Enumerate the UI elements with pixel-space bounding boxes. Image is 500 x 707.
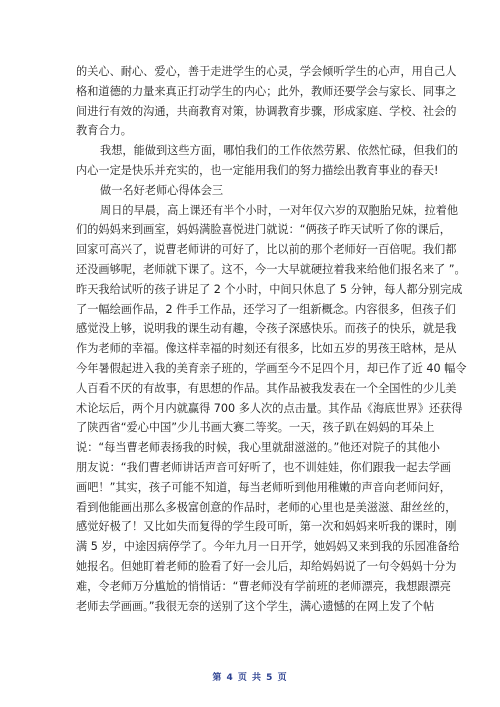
section-heading: 做一名好老师心得体会三 [100,183,224,197]
text-line: 画吧！”其实，孩子可能不知道，每当老师听到他用稚嫩的声音向老师问好， [76,480,451,494]
page-number-footer: 第 4 页 共 5 页 [212,673,288,683]
text-line: 看到他能画出那么多极富创意的作品时，老师的心里也是美滋滋、甜丝丝的， [76,500,457,514]
text-line: 格和道德的力量来真正打动学生的内心；此外，教师还要学会与家长、同事之 [76,84,457,98]
text-line: 朋友说：“我们曹老师讲话声音可好听了，也不训娃娃，你们跟我一起去学画 [76,460,451,474]
text-line: 作为老师的幸福。像这样幸福的时刻还有很多，比如五岁的男孩王晗林，是从 [76,342,457,356]
text-line: 的关心、耐心、爱心，善于走进学生的心灵，学会倾听学生的心声，用自己人 [76,65,457,78]
text-line: 我想，能做到这些方面，哪怕我们的工作依然劳累、依然忙碌，但我们的 [100,144,459,158]
text-line: 难，令老师万分尴尬的悄悄话：“曹老师没有学前班的老师漂亮，我想跟漂亮 [76,579,451,593]
text-line: 今年暑假起进入我的美育亲子班的，学画至今不足四个月，却已作了近 40 幅令 [76,361,467,375]
text-line: 满 5 岁，中途因病停学了。今年九月一日开学，她妈妈又来到我的乐园准备给 [76,540,460,554]
text-line: 们的妈妈来到画室，妈妈满脸喜悦进门就说：“俩孩子昨天试听了你的课后， [76,223,451,237]
text-line: 内心一定是快乐并充实的，也一定能用我们的努力描绘出教育事业的春天! [76,163,439,177]
text-line: 教育合力。 [76,124,132,138]
text-line: 了陕西省“爱心中国”少儿书画大赛二等奖。一天，孩子趴在妈妈的耳朵上 [76,421,435,435]
document-body [76,62,467,616]
text-line: 了一幅绘画作品，2 件手工作品，还学习了一组新概念。内容很多，但孩子们 [76,302,456,316]
text-line: 人百看不厌的有故事，有思想的作品。其作品被我发表在一个全国性的少儿美 [76,381,457,395]
text-line: 昨天我给试听的孩子讲足了 2 个小时，中间只休息了 5 分钟，每人都分别完成 [76,282,463,296]
text-line: 间进行有效的沟通，共商教育对策，协调教育步骤，形成家庭、学校、社会的 [76,104,457,118]
text-line: 说：“每当曹老师表扬我的时候，我心里就甜滋滋的。”他还对院子的其他小 [76,441,440,455]
text-line: 老师去学画画。”我很无奈的送别了这个学生，满心遗憾的在网上发了个帖 [76,599,435,613]
text-line: 感觉好极了！又比如失而复得的学生段可昕，第一次和妈妈来听我的课时，刚 [76,520,457,534]
text-line: 回家可高兴了，说曹老师讲的可好了，比以前的那个老师好一百倍呢。我们都 [76,243,457,257]
text-line: 感觉没上够，说明我的课生动有趣，令孩子深感快乐。而孩子的快乐，就是我 [76,322,457,336]
text-line: 她报名。但她盯着老师的脸看了好一会儿后，却给妈妈说了一句令妈妈十分为 [76,559,457,573]
text-line: 还没画够呢，老师就下课了。这不，今一大早就硬拉着我来给他们报名来了 ”。 [76,262,466,276]
text-line: 术论坛后，两个月内就赢得 700 多人次的点击量。其作品《海底世界》还获得 [76,401,463,415]
text-line: 周日的早晨，高上课还有半个小时，一对年仅六岁的双胞胎兄妹，拉着他 [100,203,459,217]
